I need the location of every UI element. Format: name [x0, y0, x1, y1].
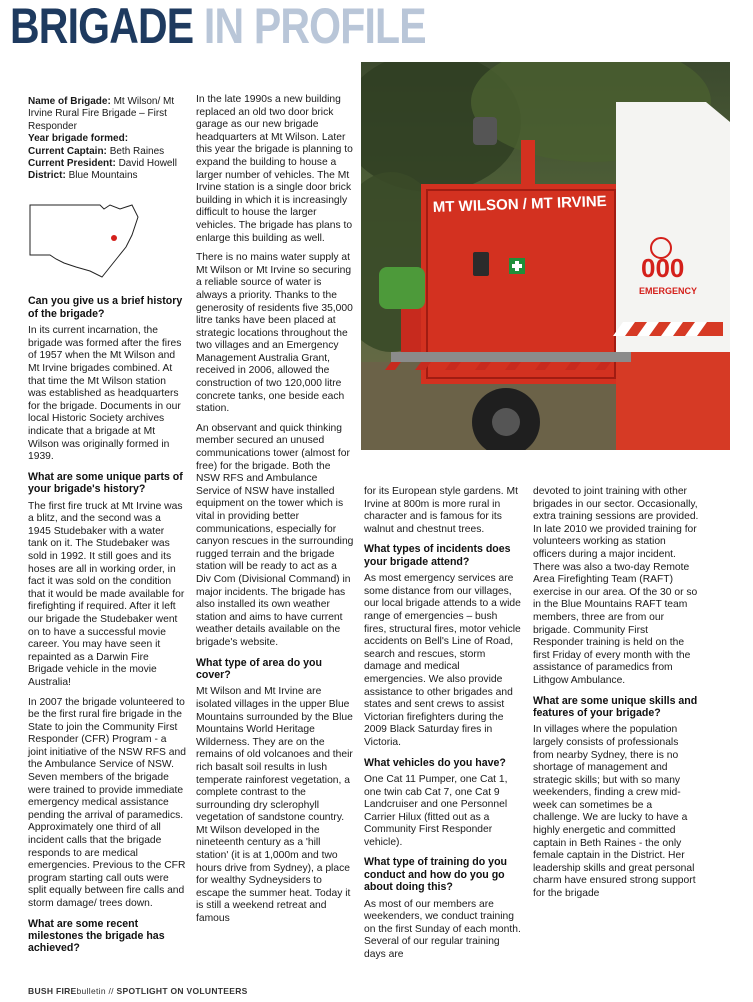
- president-value: David Howell: [118, 158, 177, 170]
- heading-vehicles: What vehicles do you have?: [364, 756, 506, 769]
- fire-truck-photo: [361, 62, 730, 450]
- paragraph: As most emergency services are some distance from our villages, our local brigade attends to a wide range of emergencies – bush fires, structural fires, motor vehicle accidents on Bell's Line of Road, search and rescues, storm damage and medical emergencies. We also provide assistance to other brigades and states and sent crews to assist Victorian firefighters during the 2009 Black Saturday fires in Victoria.: [364, 573, 521, 748]
- brigade-info: [28, 96, 186, 183]
- paragraph: Mt Wilson and Mt Irvine are isolated villages in the upper Blue Mountains surrounded by the Blue Mountains World Heritage Wilderness. They are on the remains of old volcanoes and their rich basalt soil results in lush temperate rainforest vegetation, a complete contrast to the surrounding dry sclerophyll vegetation of sandstone country. Mt Wilson developed in the nineteenth century as a 'hill station' (it is at 1,000m and two hours drive from Sydney), a place for wealthy Sydneysiders to escape the summer heat. Today it is still a weekend retreat and famous: [196, 686, 353, 925]
- paragraph: for its European style gardens. Mt Irvine at 800m is more rural in character and is famous for its walnut and chestnut trees.: [364, 486, 518, 535]
- column-1: [28, 96, 186, 960]
- paragraph: There is no mains water supply at Mt Wilson or Mt Irvine so securing a reliable source of water is always a priority. Thanks to the generosity of residents five 35,000 litre tanks have been placed at strategic locations throughout the two villages and an Emergency Management Australia Grant, received in 2006, allowed the construction of two 120,000 litre concrete tanks, one beside each station.: [196, 252, 353, 415]
- paragraph: In the late 1990s a new building replaced an old two door brick garage as our new brigade headquarters at Mt Wilson. Later this year the brigade is planning to expand the building to house a larger number of vehicles. The Mt Irvine station is a single door brick building in which it is increasingly difficult to house the larger vehicles. The brigade has plans to enlarge this building as well.: [196, 94, 353, 244]
- emergency-number: 000: [641, 253, 685, 283]
- nsw-map-icon: [28, 195, 140, 279]
- captain-value: Beth Raines: [109, 145, 165, 157]
- paragraph: In 2007 the brigade volunteered to be the first rural fire brigade in the State to join the Community First Responder (CFR) Program - a joint initiative of the NSW RFS and the Ambulance Service of NSW. Seven members of the brigade were trained to provide immediate emergency medical assistance pending the arrival of paramedics. Approximately one third of all incident calls that the brigade responds to are medical emergencies. Previous to the CFR program starting call outs were split equally between fire calls and storm damage/ trees down.: [28, 696, 186, 909]
- truck-door-text: MT WILSON / MT IRVINE: [432, 192, 607, 216]
- column-4: [533, 486, 701, 908]
- captain-label: Current Captain:: [28, 145, 107, 157]
- footer-brand-bush-fire: BUSH FIRE: [28, 986, 77, 996]
- emergency-label: EMERGENCY: [639, 286, 698, 296]
- footer-section: SPOTLIGHT ON VOLUNTEERS: [116, 986, 248, 996]
- heading-skills: What are some unique skills and features of your brigade?: [533, 694, 698, 719]
- year-label: Year brigade formed:: [28, 133, 129, 145]
- heading-training: What type of training do you conduct and how do you go about doing this?: [364, 856, 508, 894]
- district-label: District:: [28, 170, 66, 182]
- column-2: [196, 94, 354, 933]
- paragraph: One Cat 11 Pumper, one Cat 1, one twin cab Cat 7, one Cat 9 Landcruiser and one Personnel Carrier Hilux (fitted out as a Community First Responder vehicle).: [364, 773, 508, 848]
- paragraph: An observant and quick thinking member secured an unused communications tower (almost for free) for the brigade. Both the NSW RFS and Ambulance Service of NSW have installed equipment on the tower which is vital in providing better communications, especially for canyon rescues in the surrounding rugged terrain and the brigade station will be ready to act as a Div Com (Divisional Command) in major incidents. The brigade has also installed its own weather station and aims to have current weather details available on the brigade's website.: [196, 422, 354, 648]
- paragraph: devoted to joint training with other brigades in our sector. Occasionally, extra training sessions are provided. In late 2010 we provided training for volunteers working as station officers during a major incident. There was also a two-day Remote Area Firefighting Team (RAFT) exercise in our area. Of the 30 or so in the Blue Mountains RAFT team members, three are from our brigade. Community First Responder training is held on the first Friday of every month with the assistance of paramedics from Lithgow Ambulance.: [533, 486, 699, 686]
- paragraph: In its current incarnation, the brigade was formed after the fires of 1957 when the Mt Wilson and Mt Irvine brigades combined. At that time the Mt Wilson station was established as headquarters for the brigade. Documents in our local Historic Society archives indicate that a brigade at Mt Wilson was originally formed in 1939.: [28, 325, 182, 463]
- column-3: [364, 486, 522, 969]
- name-value: Mt Wilson/ Mt Irvine Rural Fire Brigade – First Responder: [28, 96, 175, 132]
- name-label: Name of Brigade:: [28, 96, 111, 107]
- paragraph: The first fire truck at Mt Irvine was a blitz, and the second was a 1945 Studebaker with a water tank on it. The Studebaker was sold in 1992. It still goes and its hoses are all in working order, in fact it was sold on the condition that it would be made available for firefighting if required. After it left our brigade the Studebaker went on to have a successful movie career. You may have seen it repainted as a Darwin Fire Brigade vehicle in the movie Australia!: [28, 500, 185, 688]
- paragraph: In villages where the population largely consists of professionals from nearby Sydney, there is no shortage of management and strategic skills; but with so many weekenders, finding a crew mid-week can sometimes be a challenge. We are lucky to have a highly energetic and committed captain in Beth Raines - the only female captain in the District. Her leadership skills and great personal charm have ensured strong support for the brigade: [533, 724, 696, 900]
- heading-area: What type of area do you cover?: [196, 656, 322, 681]
- title-word-in-profile: IN PROFILE: [203, 0, 426, 54]
- fire-truck-illustration: [361, 62, 730, 450]
- page-footer: [28, 986, 248, 996]
- title-word-brigade: BRIGADE: [10, 0, 194, 54]
- heading-unique-history: What are some unique parts of your brigade's history?: [28, 470, 183, 496]
- paragraph: As most of our members are weekenders, we conduct training on the first Sunday of each month. Several of our regular training days are: [364, 898, 521, 961]
- footer-brand-bulletin: bulletin: [76, 986, 106, 996]
- heading-milestones: What are some recent milestones the brigade has achieved?: [28, 917, 165, 955]
- heading-incidents: What types of incidents does your brigade attend?: [364, 543, 511, 568]
- page-title: [10, 0, 426, 54]
- president-label: Current President:: [28, 158, 116, 170]
- district-value: Blue Mountains: [68, 170, 138, 182]
- heading-history: Can you give us a brief history of the brigade?: [28, 295, 183, 320]
- footer-separator: //: [105, 986, 117, 996]
- brigade-location-dot: [111, 235, 117, 241]
